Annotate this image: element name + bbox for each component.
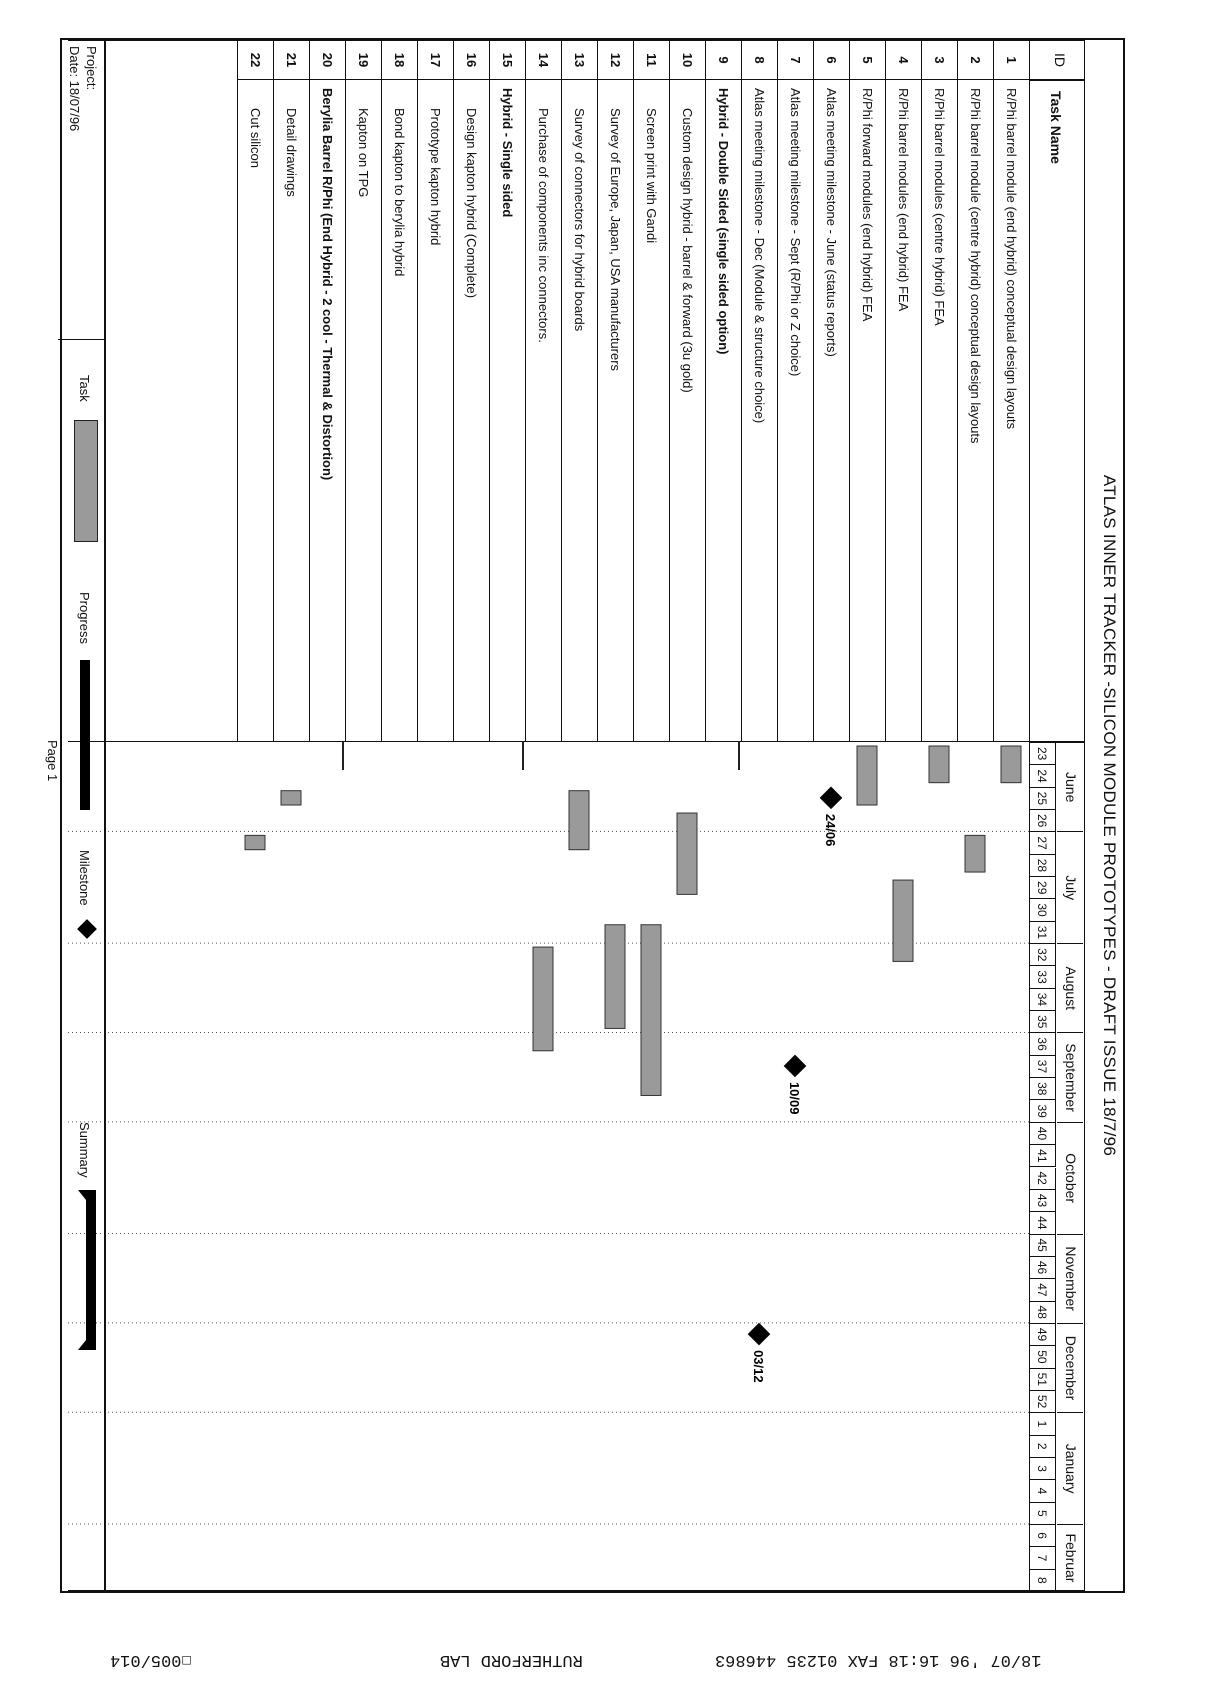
project-label: Project:	[84, 46, 99, 91]
week-header: 25	[1030, 788, 1056, 810]
week-header: 31	[1030, 922, 1056, 944]
project-box	[58, 40, 104, 340]
task-name: Survey of connectors for hybrid boards	[561, 80, 597, 742]
task-id: 5	[849, 40, 885, 80]
week-header: 39	[1030, 1100, 1056, 1122]
task-id: 10	[669, 40, 705, 80]
gantt-grid	[68, 40, 1085, 1591]
task-name: Design kapton hybrid (Complete)	[453, 80, 489, 742]
task-name: Purchase of components inc connectors.	[525, 80, 561, 742]
task-row	[417, 40, 453, 742]
task-name: Hybrid - Double Sided (single sided option)	[705, 80, 741, 742]
legend-progress-label: Progress	[77, 592, 92, 645]
task-bar	[929, 746, 949, 783]
task-row	[885, 40, 921, 742]
month-header: August	[1057, 944, 1083, 1033]
task-row	[777, 40, 813, 742]
month-header: November	[1057, 1235, 1083, 1324]
task-row	[849, 40, 885, 742]
task-name: Custom design hybrid - barrel & forward (3u gold)	[669, 80, 705, 742]
task-id: 13	[561, 40, 597, 80]
task-bar	[1001, 746, 1021, 783]
milestone-diamond	[748, 1323, 771, 1346]
task-id: 16	[453, 40, 489, 80]
task-id: 1	[993, 40, 1029, 80]
task-name: R/Phi barrel module (centre hybrid) conceptual design layouts	[957, 80, 993, 742]
month-header: January	[1057, 1413, 1083, 1525]
week-header: 45	[1030, 1235, 1056, 1257]
task-row	[993, 40, 1029, 742]
month-header: June	[1057, 743, 1083, 832]
task-id: 8	[741, 40, 777, 80]
week-header: 27	[1030, 832, 1056, 854]
task-row	[921, 40, 957, 742]
task-row	[453, 40, 489, 742]
week-header: 52	[1030, 1391, 1056, 1413]
week-header: 49	[1030, 1324, 1056, 1346]
task-name: R/Phi barrel module (end hybrid) conceptual design layouts	[993, 80, 1029, 742]
task-row	[489, 40, 525, 742]
week-header: 35	[1030, 1011, 1056, 1033]
week-header: 7	[1030, 1547, 1056, 1569]
task-row	[813, 40, 849, 742]
fax-sender: RUTHERFORD LAB	[440, 1650, 583, 1669]
task-name: Kapton on TPG	[345, 80, 381, 742]
task-bar	[677, 813, 697, 894]
task-id: 12	[597, 40, 633, 80]
task-id: 18	[381, 40, 417, 80]
task-row	[237, 40, 273, 742]
legend-milestone-label: Milestone	[77, 850, 92, 906]
date-label: Date: 18/07/96	[67, 46, 82, 132]
task-name: Atlas meeting milestone - June (status reports)	[813, 80, 849, 742]
task-name: Atlas meeting milestone - Dec (Module & structure choice)	[741, 80, 777, 742]
task-name: Atlas meeting milestone - Sept (R/Phi or Z choice)	[777, 80, 813, 742]
legend-summary-label: Summary	[77, 1122, 92, 1178]
task-row	[525, 40, 561, 742]
fax-page-number: ☐005/014	[110, 1650, 192, 1669]
milestone-label: 24/06	[823, 813, 838, 847]
week-header: 2	[1030, 1436, 1056, 1458]
task-bar	[857, 746, 877, 805]
task-bar	[281, 791, 301, 805]
milestone-label: 10/09	[787, 1081, 802, 1115]
month-header: December	[1057, 1324, 1083, 1413]
task-row	[345, 40, 381, 742]
week-header: 5	[1030, 1503, 1056, 1525]
task-row	[669, 40, 705, 742]
task-id: 15	[489, 40, 525, 80]
week-header: 47	[1030, 1279, 1056, 1301]
legend-summary-swatch	[74, 1190, 98, 1350]
week-header: 24	[1030, 765, 1056, 787]
month-header: October	[1057, 1123, 1083, 1235]
week-header: 48	[1030, 1302, 1056, 1324]
week-header: 40	[1030, 1123, 1056, 1145]
legend-task-swatch	[74, 420, 98, 542]
task-name-column-header: Task Name	[1029, 80, 1085, 742]
month-header: July	[1057, 832, 1083, 944]
task-id: 2	[957, 40, 993, 80]
task-bar	[965, 835, 985, 872]
legend-task-label: Task	[77, 375, 92, 402]
task-bar	[641, 925, 661, 1096]
chart-title: ATLAS INNER TRACKER -SILICON MODULE PROTOTYPES - DRAFT ISSUE 18/7/96	[1100, 474, 1119, 1157]
week-header: 42	[1030, 1168, 1056, 1190]
task-name: Cut silicon	[237, 80, 273, 742]
task-row	[381, 40, 417, 742]
task-name: Prototype kapton hybrid	[417, 80, 453, 742]
week-header: 44	[1030, 1212, 1056, 1234]
task-row	[561, 40, 597, 742]
week-header: 46	[1030, 1257, 1056, 1279]
week-header: 37	[1030, 1056, 1056, 1078]
milestone-diamond	[820, 787, 843, 810]
task-id: 11	[633, 40, 669, 80]
month-header: September	[1057, 1033, 1083, 1122]
task-id: 21	[273, 40, 309, 80]
task-name: Berylia Barrel R/Phi (End Hybrid - 2 cool - Thermal & Distortion)	[309, 80, 345, 742]
task-id: 19	[345, 40, 381, 80]
week-header: 6	[1030, 1525, 1056, 1547]
week-header: 36	[1030, 1033, 1056, 1055]
week-header: 23	[1030, 743, 1056, 765]
week-header: 41	[1030, 1145, 1056, 1167]
legend-progress-swatch	[80, 660, 90, 810]
page-label: Page 1	[45, 740, 60, 782]
task-row	[705, 40, 741, 742]
task-row	[309, 40, 345, 742]
month-header: Februar	[1057, 1525, 1083, 1592]
week-header: 8	[1030, 1570, 1056, 1592]
task-row	[597, 40, 633, 742]
week-header: 28	[1030, 855, 1056, 877]
week-header: 32	[1030, 944, 1056, 966]
id-column-header: ID	[1029, 40, 1085, 80]
task-id: 14	[525, 40, 561, 80]
week-header: 38	[1030, 1078, 1056, 1100]
task-row	[273, 40, 309, 742]
week-header: 34	[1030, 989, 1056, 1011]
timescale-header	[1029, 742, 1085, 1591]
task-id: 20	[309, 40, 345, 80]
task-id: 6	[813, 40, 849, 80]
week-header: 3	[1030, 1458, 1056, 1480]
week-header: 33	[1030, 966, 1056, 988]
week-header: 30	[1030, 899, 1056, 921]
week-header: 29	[1030, 877, 1056, 899]
task-id: 17	[417, 40, 453, 80]
task-bar	[893, 880, 913, 961]
milestone-label: 03/12	[751, 1350, 766, 1383]
task-name: Detail drawings	[273, 80, 309, 742]
task-bar	[245, 835, 265, 849]
week-header: 43	[1030, 1190, 1056, 1212]
task-row	[741, 40, 777, 742]
task-name: Screen print with Gandi	[633, 80, 669, 742]
task-bar	[569, 791, 589, 850]
task-row	[633, 40, 669, 742]
task-bar	[605, 925, 625, 1029]
gantt-page	[45, 38, 1125, 1593]
week-header: 50	[1030, 1346, 1056, 1368]
chart-area	[68, 742, 1029, 1591]
task-id: 22	[237, 40, 273, 80]
fax-header-line: 18/07 '96 16:18 FAX 01235 446863	[715, 1650, 1042, 1669]
task-id: 9	[705, 40, 741, 80]
legend-strip	[60, 40, 106, 1591]
task-id: 4	[885, 40, 921, 80]
task-name: R/Phi barrel modules (end hybrid) FEA	[885, 80, 921, 742]
week-header: 4	[1030, 1480, 1056, 1502]
task-row	[957, 40, 993, 742]
task-name: Bond kapton to berylia hybrid	[381, 80, 417, 742]
task-name: R/Phi barrel modules (centre hybrid) FEA	[921, 80, 957, 742]
task-name: Survey of Europe, Japan, USA manufacturers	[597, 80, 633, 742]
week-header: 26	[1030, 810, 1056, 832]
week-header: 1	[1030, 1413, 1056, 1435]
task-id: 7	[777, 40, 813, 80]
task-bar	[533, 947, 553, 1051]
chart-svg	[68, 742, 1029, 1590]
milestone-diamond	[784, 1055, 807, 1078]
task-name: R/Phi forward modules (end hybrid) FEA	[849, 80, 885, 742]
task-name: Hybrid - Single sided	[489, 80, 525, 742]
legend-milestone-swatch	[77, 919, 97, 939]
task-id: 3	[921, 40, 957, 80]
week-header: 51	[1030, 1369, 1056, 1391]
fax-footer	[0, 1640, 1216, 1680]
